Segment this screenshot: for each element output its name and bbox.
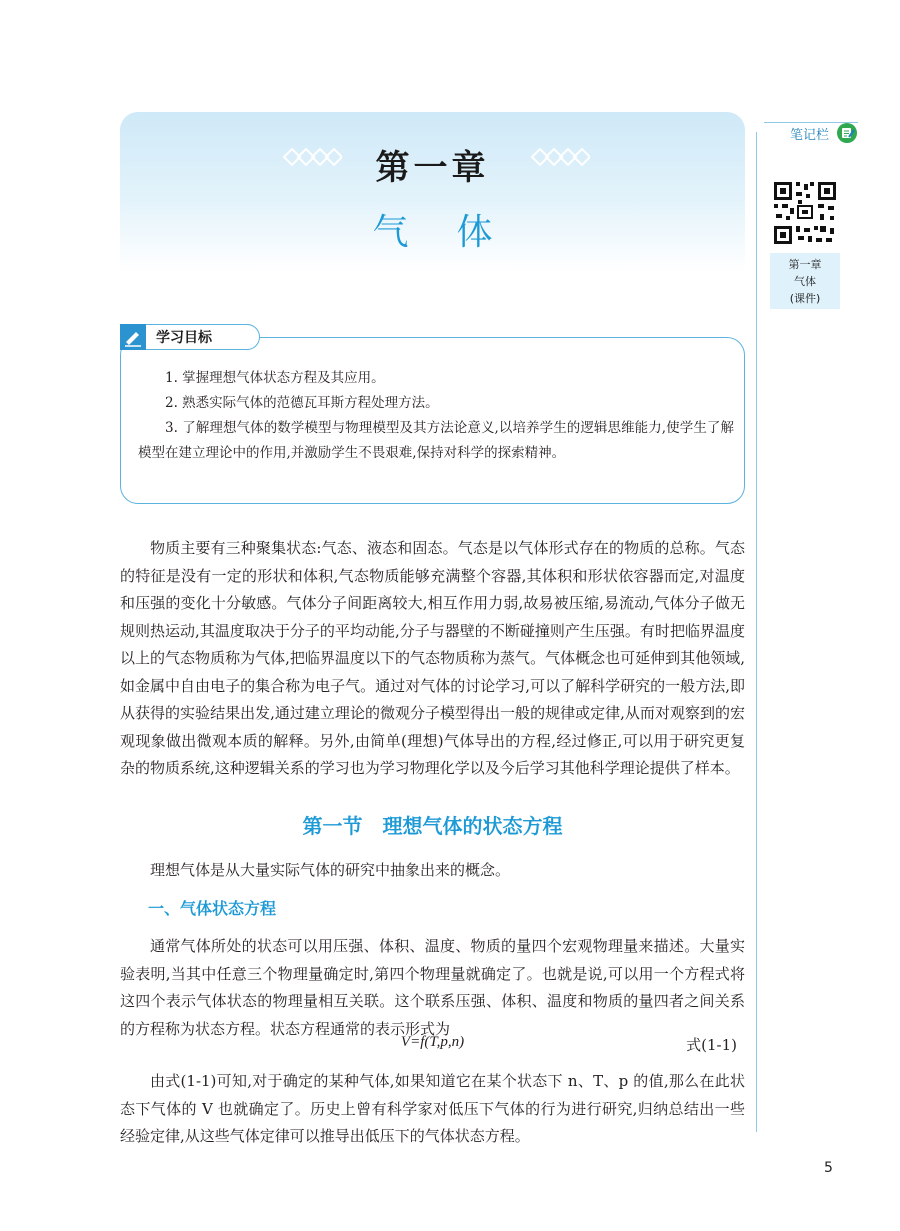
equation-label: 式(1-1) — [686, 1036, 737, 1054]
chapter-title: 气体 — [372, 212, 541, 253]
state-equation: V=f(T,p,n) — [400, 1034, 465, 1050]
section-title: 第一节 理想气体的状态方程 — [302, 814, 563, 838]
qr-caption-line: 气体 — [794, 275, 816, 288]
learning-objectives-list — [138, 366, 734, 466]
notes-pencil-icon — [836, 122, 858, 144]
objective-item: 3. 了解理想气体的数学模型与物理模型及其方法论意义,以培养学生的逻辑思维能力,使学生了解模型在建立理论中的作用,并激励学生不畏艰难,保持对科学的探索精神。 — [138, 420, 734, 461]
chapter-banner — [120, 112, 745, 272]
diamond-ornament-icon — [530, 148, 590, 166]
notes-label: 笔记栏 — [790, 128, 830, 143]
qr-code-icon[interactable] — [772, 178, 838, 246]
objective-item: 2. 熟悉实际气体的范德瓦耳斯方程处理方法。 — [165, 395, 439, 411]
pencil-icon — [120, 324, 146, 350]
page-number: 5 — [824, 1160, 833, 1176]
qr-caption-line: 第一章 — [788, 258, 822, 271]
chapter-number: 第一章 — [375, 148, 490, 188]
learning-objectives-title: 学习目标 — [156, 330, 212, 346]
qr-caption-line: (课件) — [789, 292, 821, 305]
notes-column-divider — [756, 132, 757, 1132]
section-lead-paragraph: 理想气体是从大量实际气体的研究中抽象出来的概念。 — [150, 861, 511, 879]
equation-row — [120, 1034, 745, 1058]
state-equation-paragraph: 通常气体所处的状态可以用压强、体积、温度、物质的量四个宏观物理量来描述。大量实验表明,当其中任意三个物理量确定时,第四个物理量就确定了。也就是说,可以用一个方程式将这四个表示气体状态的物理量相互关联。这个联系压强、体积、温度和物质的量四者之间关系的方程称为状态方程。状态方程通常的表示形式为 — [120, 937, 745, 1038]
equation-explanation-paragraph: 由式(1-1)可知,对于确定的某种气体,如果知道它在某个状态下 n、T、p 的值,那么在此状态下气体的 V 也就确定了。历史上曾有科学家对低压下气体的行为进行研究,归纳总结出一些经验定律,从这些气体定律可以推导出低压下的气体状态方程。 — [120, 1072, 745, 1145]
qr-caption — [770, 253, 840, 309]
intro-paragraph: 物质主要有三种聚集状态:气态、液态和固态。气态是以气体形式存在的物质的总称。气态的特征是没有一定的形状和体积,气态物质能够充满整个容器,其体积和形状依容器而定,对温度和压强的变化十分敏感。气体分子间距离较大,相互作用力弱,故易被压缩,易流动,气体分子做无规则热运动,其温度取决于分子的平均动能,分子与器壁的不断碰撞则产生压强。有时把临界温度以上的气态物质称为气体,把临界温度以下的气态物质称为蒸气。气体概念也可延伸到其他领域,如金属中自由电子的集合称为电子气。通过对气体的讨论学习,可以了解科学研究的一般方法,即从获得的实验结果出发,通过建立理论的微观分子模型得出一般的规律或定律,从而对观察到的宏观现象做出微观本质的解释。另外,由简单(理想)气体导出的方程,经过修正,可以用于研究更复杂的物质系统,这种逻辑关系的学习也为学习物理化学以及今后学习其他科学理论提供了样本。 — [120, 539, 745, 777]
subsection-title: 一、气体状态方程 — [148, 899, 277, 918]
objective-item: 1. 掌握理想气体状态方程及其应用。 — [165, 370, 385, 386]
